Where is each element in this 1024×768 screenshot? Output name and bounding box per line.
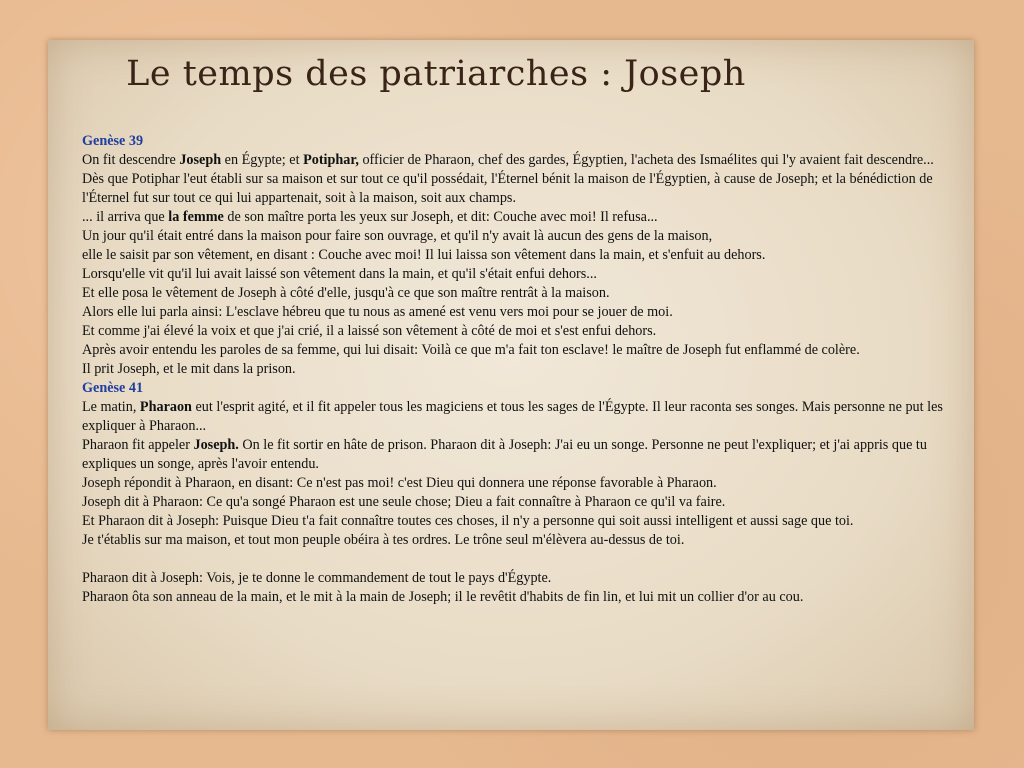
scripture-text: [82, 132, 952, 607]
paragraph: Et Pharaon dit à Joseph: Puisque Dieu t'a fait connaître toutes ces choses, il n'y a personne qui soit aussi intelligent et aussi sage que toi.: [82, 513, 854, 529]
paragraph: Joseph dit à Pharaon: Ce qu'a songé Pharaon est une seule chose; Dieu a fait connaître à Pharaon ce qu'il va faire.: [82, 494, 726, 510]
paragraph: Le matin, Pharaon eut l'esprit agité, et il fit appeler tous les magiciens et tous les sages de l'Égypte. Il leur raconta ses songes. Mais personne ne put les expliquer à Pharaon...: [82, 399, 943, 434]
paragraph: Il prit Joseph, et le mit dans la prison.: [82, 361, 296, 377]
paragraph: Pharaon fit appeler Joseph. On le fit sortir en hâte de prison. Pharaon dit à Joseph: J'ai eu un songe. Personne ne peut l'expliquer; et j'ai appris que tu expliques un songe, après l'avoir entendu.: [82, 437, 927, 472]
name-pharaon: Pharaon: [139, 399, 192, 415]
paragraph: elle le saisit par son vêtement, en disant : Couche avec moi! Il lui laissa son vêtement dans la main, et s'enfuit au dehors.: [82, 247, 766, 263]
heading-genese-41: Genèse 41: [82, 380, 144, 396]
slide-title: Le temps des patriarches : Joseph: [126, 54, 746, 94]
paragraph: Après avoir entendu les paroles de sa femme, qui lui disait: Voilà ce que m'a fait ton esclave! le maître de Joseph fut enflammé de colère.: [82, 342, 860, 358]
paragraph: Alors elle lui parla ainsi: L'esclave hébreu que tu nous as amené est venu vers moi pour se jouer de moi.: [82, 304, 673, 320]
paragraph: Et comme j'ai élevé la voix et que j'ai crié, il a laissé son vêtement à côté de moi et s'est enfui dehors.: [82, 323, 657, 339]
paragraph: Je t'établis sur ma maison, et tout mon peuple obéira à tes ordres. Le trône seul m'élèvera au-dessus de toi.: [82, 532, 685, 548]
name-joseph: Joseph.: [193, 437, 239, 453]
parchment-panel: [48, 40, 974, 730]
paragraph: Un jour qu'il était entré dans la maison pour faire son ouvrage, et qu'il n'y avait là aucun des gens de la maison,: [82, 228, 713, 244]
name-joseph: Joseph: [179, 152, 222, 168]
name-la-femme: la femme: [168, 209, 224, 225]
paragraph: Joseph répondit à Pharaon, en disant: Ce n'est pas moi! c'est Dieu qui donnera une réponse favorable à Pharaon.: [82, 475, 717, 491]
paragraph: Lorsqu'elle vit qu'il lui avait laissé son vêtement dans la main, et qu'il s'était enfui dehors...: [82, 266, 597, 282]
heading-genese-39: Genèse 39: [82, 133, 144, 149]
paragraph: Dès que Potiphar l'eut établi sur sa maison et sur tout ce qu'il possédait, l'Éternel bénit la maison de l'Égyptien, à cause de Joseph; et la bénédiction de l'Éternel fut sur tout ce qui lui appartenait, soit à la maison, soit aux champs.: [82, 171, 933, 206]
paragraph: On fit descendre Joseph en Égypte; et Potiphar, officier de Pharaon, chef des gardes, Égyptien, l'acheta des Ismaélites qui l'y avaient fait descendre...: [82, 152, 934, 168]
name-potiphar: Potiphar,: [303, 152, 359, 168]
spacer: [82, 550, 952, 569]
paragraph: Pharaon ôta son anneau de la main, et le mit à la main de Joseph; il le revêtit d'habits de fin lin, et lui mit un collier d'or au cou.: [82, 589, 804, 605]
paragraph: Pharaon dit à Joseph: Vois, je te donne le commandement de tout le pays d'Égypte.: [82, 570, 552, 586]
paragraph: Et elle posa le vêtement de Joseph à côté d'elle, jusqu'à ce que son maître rentrât à la maison.: [82, 285, 610, 301]
paragraph: ... il arriva que la femme de son maître porta les yeux sur Joseph, et dit: Couche avec moi! Il refusa...: [82, 209, 658, 225]
